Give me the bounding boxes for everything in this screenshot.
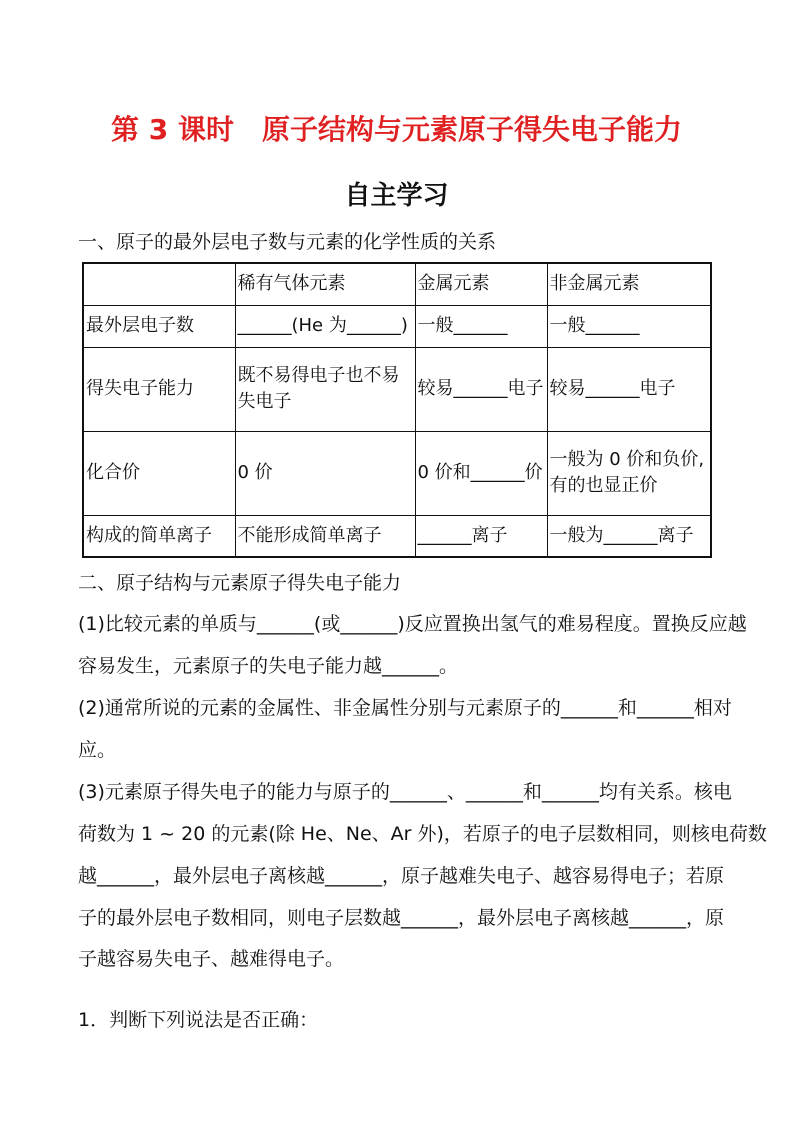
- question-heading: 1．判断下列说法是否正确：: [78, 1009, 319, 1031]
- page-title: 第 3 课时 原子结构与元素原子得失电子能力: [111, 113, 682, 146]
- paragraph-line: 子的最外层电子数相同，则电子层数越______，最外层电子离核越______，原: [78, 907, 725, 929]
- table-cell: 既不易得电子也不易失电子: [235, 347, 415, 431]
- table-cell: 化合价: [83, 431, 235, 515]
- table-header-cell: 非金属元素: [547, 263, 711, 305]
- paragraph-line: 容易发生，元素原子的失电子能力越______。: [78, 655, 459, 677]
- section2-heading: 二、原子结构与元素原子得失电子能力: [78, 572, 402, 594]
- section-subtitle: 自主学习: [344, 181, 449, 211]
- table-cell: 一般______: [415, 305, 547, 347]
- table-cell: 得失电子能力: [83, 347, 235, 431]
- paragraph-line: 越______，最外层电子离核越______，原子越难失电子、越容易得电子；若原: [78, 865, 725, 887]
- table-cell: 一般为______离子: [547, 515, 711, 557]
- table-cell: 构成的简单离子: [83, 515, 235, 557]
- table-row: [83, 305, 711, 347]
- table-cell: 一般为 0 价和负价,有的也显正价: [547, 431, 711, 515]
- table-header-cell: 稀有气体元素: [235, 263, 415, 305]
- paragraph-line: 应。: [78, 739, 117, 761]
- table-cell: 一般______: [547, 305, 711, 347]
- paragraph-line: (1)比较元素的单质与______(或______)反应置换出氢气的难易程度。置换反应越: [78, 613, 747, 635]
- table-cell: 较易______电子: [547, 347, 711, 431]
- table-row: [83, 347, 711, 431]
- table-cell: [83, 263, 235, 305]
- paragraph-line: 子越容易失电子、越难得电子。: [78, 948, 345, 970]
- paragraph-line: (3)元素原子得失电子的能力与原子的______、______和______均有关系。核电: [78, 781, 732, 803]
- table-cell: 0 价和______价: [415, 431, 547, 515]
- table-cell: 最外层电子数: [83, 305, 235, 347]
- table-header-cell: 金属元素: [415, 263, 547, 305]
- table-cell: ______(He 为______): [235, 305, 415, 347]
- table-cell: 不能形成简单离子: [235, 515, 415, 557]
- table-header-row: [83, 263, 711, 305]
- table-cell: 较易______电子: [415, 347, 547, 431]
- table-row: [83, 515, 711, 557]
- table-row: [83, 431, 711, 515]
- paragraph-line: (2)通常所说的元素的金属性、非金属性分别与元素原子的______和______相对: [78, 697, 732, 719]
- paragraph-line: 荷数为 1 ~ 20 的元素(除 He、Ne、Ar 外)，若原子的电子层数相同，则核电荷数: [78, 823, 767, 845]
- properties-table: [82, 262, 712, 558]
- table-cell: 0 价: [235, 431, 415, 515]
- section1-heading: 一、原子的最外层电子数与元素的化学性质的关系: [78, 231, 497, 253]
- table-cell: ______离子: [415, 515, 547, 557]
